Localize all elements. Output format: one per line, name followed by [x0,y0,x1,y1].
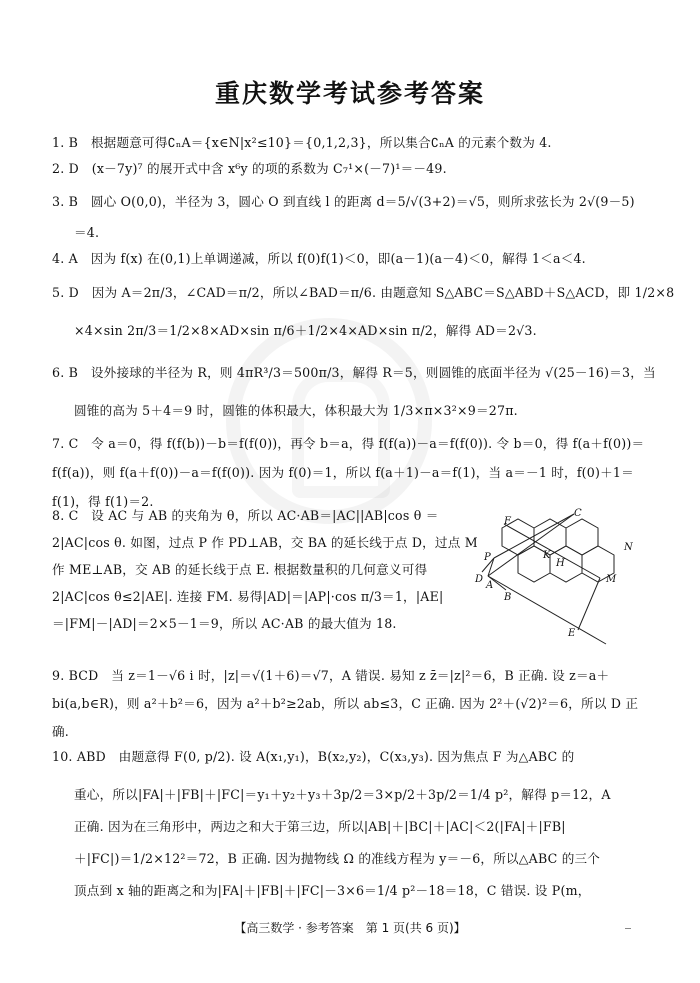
geometry-figure [470,502,650,648]
hexagon [550,546,582,582]
answer-9: 9. BCD 当 z＝1－√6 i 时，|z|＝√(1＋6)＝√7，A 错误. 易知 z z̄＝|z|²＝6，B 正确. 设 z＝a＋bi(a,b∈R)，则 a²＋b²＝6，因为 a²＋b²≥2ab，所以 ab≤3，C 正确. 因为 2²＋(√2)²＝6，所以 D 正确. [52,668,639,739]
label-F: F [504,516,511,527]
line-AE [488,576,606,644]
answer-10-line2: 重心，所以|FA|＋|FB|＋|FC|＝y₁＋y₂＋y₃＋3p/2＝3×p/2＋3p/2＝1/4 p²，解得 p＝12，A [74,787,611,802]
hexagon [566,519,598,555]
answer-8: 8. C 设 AC 与 AB 的夹角为 θ，所以 AC·AB＝|AC||AB|cos θ ＝2|AC|cos θ. 如图，过点 P 作 PD⊥AB，交 BA 的延长线于点 D，过点 M 作 ME⊥AB，交 AB 的延长线于点 E. 根据数量积的几何意义可得 2|AC|cos θ≤2|AE|. 连接 FM. 易得|AD|＝|AP|·cos π/3＝1，|AE|＝|FM|－|AD|＝2×5－1＝9，所以 AC·AB 的最大值为 18. [52,508,478,631]
label-A: A [486,580,494,591]
label-H: H [556,558,565,569]
segment-ME [578,578,600,630]
answer-3-line2: ＝4. [74,225,100,240]
label-K: K [543,550,551,561]
answer-1: 1. B 根据题意可得∁ₙA＝{x∈N|x²≤10}＝{0,1,2,3}，所以集合∁ₙA 的元素个数为 4. [52,135,552,150]
answer-5-line1: 5. D 因为 A＝2π/3，∠CAD＝π/2，所以∠BAD＝π/6. 由题意知 S△ABC＝S△ABD＋S△ACD，即 1/2×8 [52,285,675,300]
answer-10-line3: 正确. 因为在三角形中，两边之和大于第三边，所以|AB|＋|BC|＋|AC|＜2(|FA|＋|FB| [74,819,566,834]
answer-5-line2: ×4×sin 2π/3＝1/2×8×AD×sin π/6＋1/2×4×AD×sin π/2，解得 AD＝2√3. [74,323,537,338]
label-B: B [504,592,512,603]
label-C: C [574,508,582,519]
answer-4: 4. A 因为 f(x) 在(0,1)上单调递减，所以 f(0)f(1)＜0，即(a－1)(a－4)＜0，解得 1＜a＜4. [52,251,586,266]
label-N: N [624,542,633,553]
answer-2: 2. D (x－7y)⁷ 的展开式中含 x⁶y 的项的系数为 C₇¹×(－7)¹＝－49. [52,161,447,176]
answer-3-line1: 3. B 圆心 O(0,0)，半径为 3，圆心 O 到直线 l 的距离 d＝5/√(3+2)＝√5，则所求弦长为 2√(9－5) [52,194,635,209]
footer-mark [625,928,631,929]
label-P: P [484,552,491,563]
page-title: 重庆数学考试参考答案 [214,79,485,108]
answer-10-line1: 10. ABD 由题意得 F(0, p/2). 设 A(x₁,y₁)，B(x₂,y₂)，C(x₃,y₃). 因为焦点 F 为△ABC 的 [52,749,575,764]
answer-6-line1: 6. B 设外接球的半径为 R，则 4πR³/3＝500π/3，解得 R＝5，则圆锥的底面半径为 √(25－16)＝3，当 [52,365,656,380]
label-M: M [606,574,617,585]
answer-10-line5: 顶点到 x 轴的距离之和为|FA|＋|FB|＋|FC|－3×6＝1/4 p²－18＝18，C 错误. 设 P(m， [74,883,591,898]
answer-7: 7. C 令 a＝0，得 f(f(b))－b＝f(f(0))，再令 b＝a，得 f(f(a))－a＝f(f(0)). 令 b＝0，得 f(a＋f(0))＝f(f(a))，则 f(a＋f(0))－a＝f(f(0)). 因为 f(0)＝1，所以 f(a＋1)－a＝f(1)，当 a＝－1 时，f(0)＋1＝f(1)，得 f(1)＝2. [52,436,645,509]
answer-6-line2: 圆锥的高为 5＋4＝9 时，圆锥的体积最大，体积最大为 1/3×π×3²×9＝27π. [74,403,518,418]
page-footer: 【高三数学 · 参考答案 第 1 页(共 6 页)】 [234,921,466,935]
label-D: D [475,574,484,585]
answer-10-line4: ＋|FC|)＝1/2×12²＝72，B 正确. 因为抛物线 Ω 的准线方程为 y＝－6，所以△ABC 的三个 [74,851,601,866]
label-E: E [568,628,576,639]
